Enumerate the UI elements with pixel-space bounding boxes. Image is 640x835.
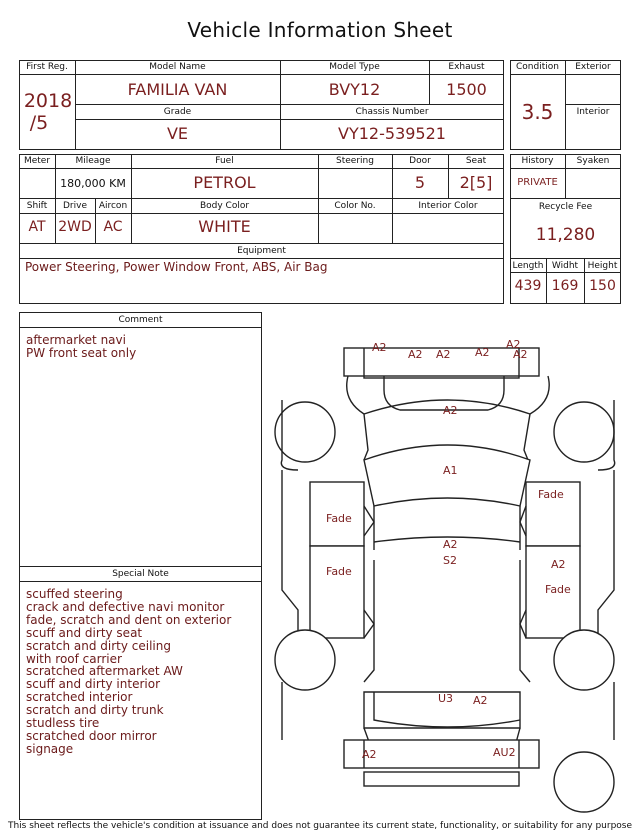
steering-label: Steering (336, 156, 374, 166)
history-value: PRIVATE (517, 177, 558, 188)
condition-value: 3.5 (521, 100, 554, 124)
shift-label: Shift (26, 201, 48, 211)
damage-mark-hood: A2 (443, 404, 458, 417)
first-reg-month: /5 (29, 112, 49, 134)
exhaust-value: 1500 (446, 80, 487, 99)
model-name-label: Model Name (149, 62, 206, 72)
note-line: scratched interior (26, 690, 133, 705)
damage-mark-front-bumper: A2 (506, 338, 521, 351)
note-line: signage (26, 741, 74, 756)
mileage-value: 180,000 KM (60, 177, 126, 190)
recycle-value: 11,280 (535, 225, 596, 245)
first-reg-label: First Reg. (26, 62, 68, 72)
note-line: studless tire (26, 716, 100, 730)
damage-mark-front-bumper: A2 (475, 346, 490, 359)
grade-value: VE (166, 124, 189, 143)
special-note-label: Special Note (112, 569, 169, 579)
fuel-label: Fuel (215, 156, 234, 166)
comment-line: PW front seat only (26, 346, 137, 360)
page-title: Vehicle Information Sheet (187, 18, 453, 42)
model-type-value: BVY12 (328, 80, 381, 99)
meter-label: Meter (23, 156, 51, 166)
color-no-label: Color No. (334, 201, 376, 211)
interior-color-label: Interior Color (418, 201, 478, 211)
length-label: Length (512, 261, 544, 271)
comment-label: Comment (118, 315, 163, 325)
model-name-value: FAMILIA VAN (127, 80, 228, 99)
aircon-value: AC (103, 219, 123, 235)
note-line: scratch and dirty trunk (26, 703, 164, 718)
note-line: scuffed steering (26, 587, 123, 601)
aircon-label: Aircon (98, 201, 128, 211)
body-color-value: WHITE (198, 217, 251, 236)
damage-mark-right-front-door: Fade (538, 488, 564, 501)
damage-mark-windshield: A1 (443, 464, 458, 477)
door-label: Door (409, 156, 431, 166)
first-reg-year: 2018 (23, 90, 73, 112)
damage-mark-right-rear: Fade (545, 583, 571, 596)
damage-mark-roof: S2 (443, 554, 457, 567)
length-value: 439 (514, 278, 542, 294)
note-line: crack and defective navi monitor (26, 599, 225, 614)
equipment-label: Equipment (237, 246, 286, 256)
note-line: scratch and dirty ceiling (26, 638, 171, 653)
history-label: History (521, 156, 554, 166)
syaken-label: Syaken (576, 156, 610, 166)
equipment-value: Power Steering, Power Window Front, ABS, Air Bag (25, 260, 328, 274)
fuel-value: PETROL (193, 173, 256, 192)
body-color-label: Body Color (199, 201, 250, 211)
height-label: Height (587, 261, 618, 271)
door-value: 5 (414, 173, 426, 192)
condition-label: Condition (516, 62, 559, 72)
seat-label: Seat (465, 156, 487, 166)
exhaust-label: Exhaust (448, 62, 485, 72)
height-value: 150 (589, 278, 616, 294)
note-line: fade, scratch and dent on exterior (26, 612, 232, 627)
damage-mark-front-bumper: A2 (408, 348, 423, 361)
chassis-value: VY12-539521 (338, 124, 446, 143)
damage-mark-front-bumper: A2 (513, 348, 528, 361)
note-line: scuff and dirty seat (26, 625, 143, 640)
drive-value: 2WD (58, 219, 92, 235)
model-type-label: Model Type (329, 62, 380, 72)
note-line: scratched aftermarket AW (26, 664, 183, 679)
width-label: Widht (551, 261, 579, 271)
damage-mark-right-rear: A2 (551, 558, 566, 571)
shift-value: AT (28, 219, 46, 235)
damage-mark-front-bumper: A2 (436, 348, 451, 361)
interior-label: Interior (576, 107, 610, 117)
vehicle-damage-diagram (268, 310, 630, 820)
comment-line: aftermarket navi (26, 333, 126, 347)
mileage-label: Mileage (75, 156, 111, 166)
note-line: scratched door mirror (26, 728, 157, 743)
note-line: scuff and dirty interior (26, 677, 161, 692)
footer-disclaimer: This sheet reflects the vehicle's condition at issuance and does not guarantee its current state, functionality, or suitability for any purpose (7, 821, 633, 831)
chassis-label: Chassis Number (355, 107, 429, 117)
damage-mark-rear-glass: A2 (473, 694, 488, 707)
damage-mark-left-front-door: Fade (326, 512, 352, 525)
damage-mark-roof: A2 (443, 538, 458, 551)
width-value: 169 (551, 278, 579, 294)
grade-label: Grade (163, 107, 192, 117)
damage-mark-rear-bumper: AU2 (493, 746, 516, 759)
damage-mark-front-bumper: A2 (372, 341, 387, 354)
damage-mark-rear-glass: U3 (438, 692, 454, 705)
drive-label: Drive (63, 201, 87, 211)
damage-mark-rear-bumper: A2 (362, 748, 377, 761)
damage-mark-left-rear-door: Fade (326, 565, 352, 578)
seat-value: 2[5] (459, 173, 493, 192)
exterior-label: Exterior (575, 62, 611, 72)
note-line: with roof carrier (26, 651, 122, 666)
recycle-label: Recycle Fee (538, 202, 593, 212)
